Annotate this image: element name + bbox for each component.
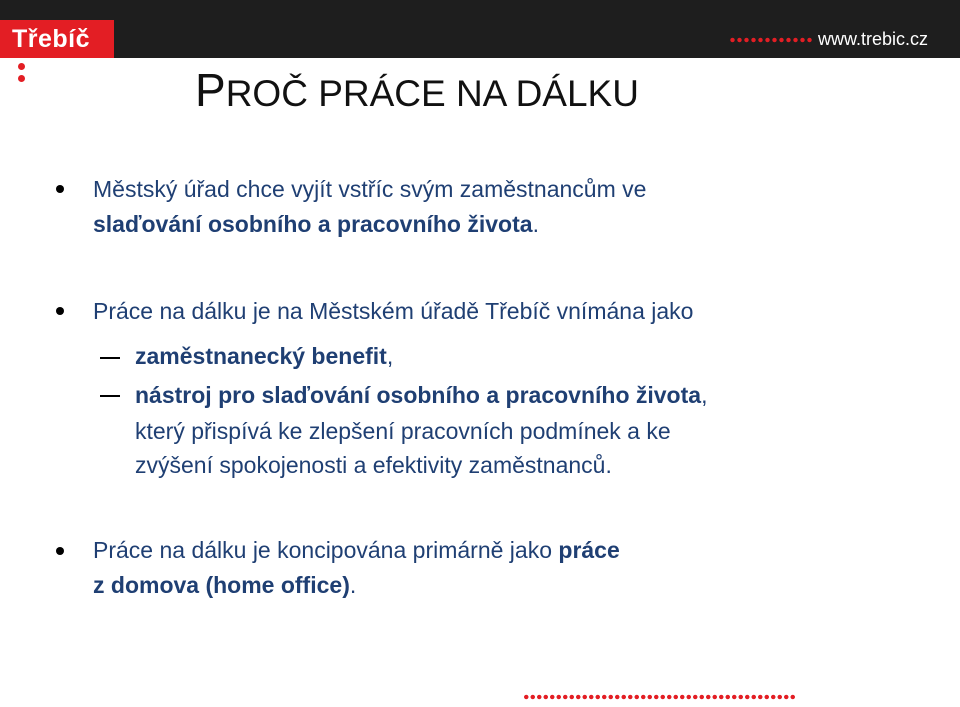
sub-bullet-dash <box>100 395 120 397</box>
logo-dot-2 <box>18 75 25 82</box>
footer-dotted-divider <box>523 693 796 701</box>
bullet-3-plain: Práce na dálku je koncipována primárně jako <box>93 537 559 563</box>
bullet-2-line-1: Práce na dálku je na Městském úřadě Třebíč vnímána jako <box>93 298 694 324</box>
logo-text: Třebíč <box>12 25 91 53</box>
bullet-1-line-2 <box>93 207 539 241</box>
sub-bullet-2-line-3: zvýšení spokojenosti a efektivity zaměstnanců. <box>135 452 612 478</box>
bullet-3-period: . <box>349 572 357 598</box>
sub-bullet-1-bold: zaměstnanecký benefit <box>135 343 387 369</box>
bullet-3-line-1 <box>93 533 620 567</box>
title-rest: ROČ PRÁCE NA DÁLKU <box>225 73 639 114</box>
bullet-3-bold-1: práce <box>558 537 620 563</box>
bullet-dot <box>56 547 64 555</box>
bullet-dot <box>56 307 64 315</box>
bullet-dot <box>56 185 64 193</box>
bullet-1-line-1: Městský úřad chce vyjít vstříc svým zaměstnancům ve <box>93 176 647 202</box>
trebic-logo[interactable] <box>0 20 114 58</box>
sub-bullet-2-comma: , <box>701 382 708 408</box>
bullet-3-line-2 <box>93 568 356 602</box>
title-initial: P <box>195 64 226 116</box>
sub-bullet-dash <box>100 357 120 359</box>
logo-dot-1 <box>18 63 25 70</box>
sub-bullet-2-line-2: který přispívá ke zlepšení pracovních podmínek a ke <box>135 418 671 444</box>
sub-bullet-1-comma: , <box>386 343 394 369</box>
header-bar <box>0 0 960 58</box>
slide-title <box>195 58 639 134</box>
bullet-1-bold: slaďování osobního a pracovního života <box>93 211 533 237</box>
sub-bullet-2-bold: nástroj pro slaďování osobního a pracovního života <box>135 382 702 408</box>
site-url[interactable]: www.trebic.cz <box>818 29 929 49</box>
sub-bullet-1 <box>135 339 393 373</box>
sub-bullet-2-line-1 <box>135 378 707 412</box>
bullet-3-bold-2: z domova (home office) <box>93 572 350 598</box>
bullet-1-period: . <box>532 211 539 237</box>
header-dotted-divider <box>729 35 813 45</box>
